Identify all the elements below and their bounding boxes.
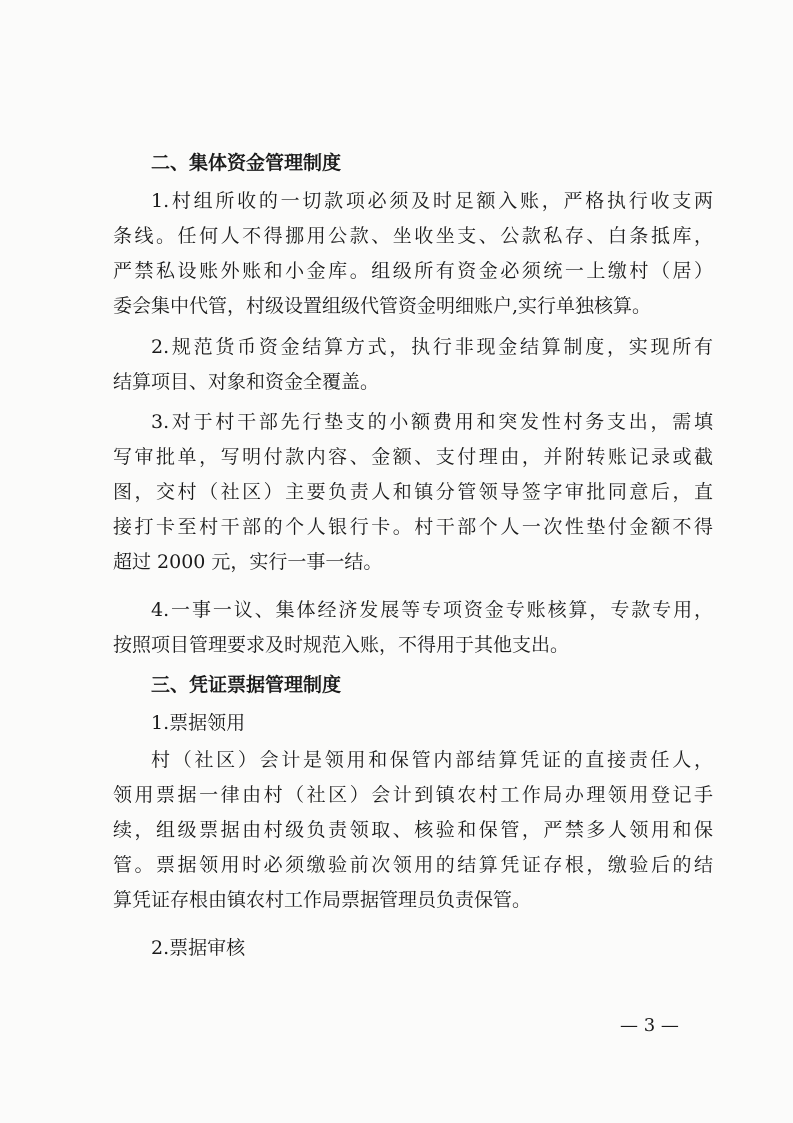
text-line: 超过 2000 元，实行一事一结。 <box>113 551 383 573</box>
paragraph-3 <box>113 405 713 580</box>
subheading: 2.票据审核 <box>151 937 246 959</box>
section-heading: 三、凭证票据管理制度 <box>151 674 342 696</box>
text-line: 严禁私设账外账和小金库。组级所有资金必须统一上缴村（居） <box>113 260 713 282</box>
section-heading: 二、集体资金管理制度 <box>151 152 342 174</box>
paragraph-2 <box>113 330 713 400</box>
text-line: 4.一事一议、集体经济发展等专项资金专账核算，专款专用， <box>151 599 713 621</box>
text-line: 写审批单，写明付款内容、金额、支付理由，并附转账记录或截 <box>113 446 713 468</box>
text-line: 2.规范货币资金结算方式，执行非现金结算制度，实现所有 <box>151 336 713 358</box>
text-line: 3.对于村干部先行垫支的小额费用和突发性村务支出，需填 <box>151 411 713 433</box>
text-line: 领用票据一律由村（社区）会计到镇农村工作局办理领用登记手 <box>113 784 713 806</box>
page-number: — 3 — <box>620 1015 679 1036</box>
text-line: 结算项目、对象和资金全覆盖。 <box>113 371 380 393</box>
paragraph-1 <box>113 184 713 324</box>
subheading-2 <box>113 931 713 966</box>
text-line: 按照项目管理要求及时规范入账，不得用于其他支出。 <box>113 634 570 656</box>
text-line: 续，组级票据由村级负责领取、核验和保管，严禁多人领用和保 <box>113 819 713 841</box>
text-line: 委会集中代管，村级设置组级代管资金明细账户,实行单独核算。 <box>113 295 652 317</box>
section-3 <box>113 668 713 703</box>
section-2 <box>113 146 713 181</box>
text-line: 算凭证存根由镇农村工作局票据管理员负责保管。 <box>113 889 532 911</box>
text-line: 接打卡至村干部的个人银行卡。村干部个人一次性垫付金额不得 <box>113 516 713 538</box>
text-line: 村（社区）会计是领用和保管内部结算凭证的直接责任人， <box>151 749 713 771</box>
paragraph-5 <box>113 743 713 918</box>
subheading-1 <box>113 706 713 741</box>
paragraph-4 <box>113 593 713 663</box>
text-line: 图，交村（社区）主要负责人和镇分管领导签字审批同意后，直 <box>113 481 713 503</box>
subheading: 1.票据领用 <box>151 712 246 734</box>
text-line: 1.村组所收的一切款项必须及时足额入账，严格执行收支两 <box>151 190 713 212</box>
text-line: 条线。任何人不得挪用公款、坐收坐支、公款私存、白条抵库， <box>113 225 713 247</box>
text-line: 管。票据领用时必须缴验前次领用的结算凭证存根，缴验后的结 <box>113 854 713 876</box>
